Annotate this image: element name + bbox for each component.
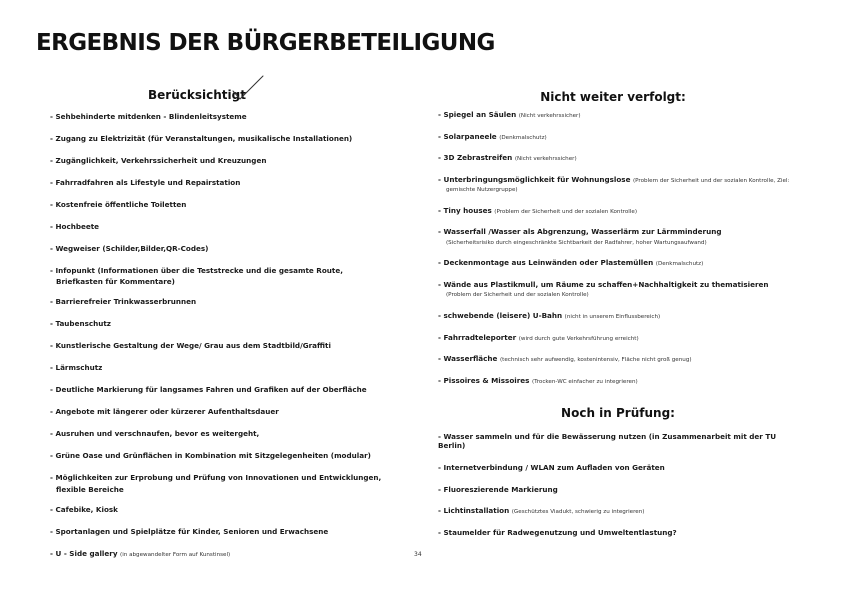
checkmark-icon (231, 74, 265, 102)
under-review-list (438, 432, 798, 539)
not-pursued-section (438, 88, 798, 397)
list-item (50, 505, 390, 516)
item-text: - U - Side gallery (50, 548, 118, 558)
list-item (50, 385, 390, 396)
item-text: - Zugänglichkeit, Verkehrssicherheit und Kreuzungen (50, 156, 267, 165)
not-pursued-heading-row (428, 88, 798, 110)
item-text: - 3D Zebrastreifen (438, 153, 513, 163)
item-note: (wird durch gute Verkehrsführung erreicht) (518, 335, 639, 342)
considered-list (50, 112, 390, 560)
list-item (50, 222, 390, 233)
list-item (438, 227, 798, 248)
list-item (438, 311, 798, 322)
item-text: - Sehbehinderte mitdenken - Blindenleitsysteme (50, 112, 247, 121)
item-text: - Wasserfall /Wasser als Abgrenzung, Wasserlärm zur Lärmminderung (438, 227, 722, 237)
item-text: - Möglichkeiten zur Erprobung und Prüfung von Innovationen und Entwicklungen, (50, 473, 382, 483)
list-item (438, 280, 798, 301)
item-text: - Internetverbindung / WLAN zum Aufladen von Geräten (438, 463, 665, 472)
page-number: 34 (414, 551, 422, 558)
considered-section (50, 84, 390, 571)
item-text: - Wasser sammeln und für die Bewässerung nutzen (in Zusammenarbeit mit der TU Berlin) (438, 432, 777, 451)
under-review-heading: Noch in Prüfung: (561, 406, 675, 420)
item-text-continued: Briefkasten für Kommentare) (56, 277, 175, 287)
item-note: (Nicht verkehrssicher) (514, 156, 577, 163)
list-item (438, 333, 798, 344)
list-item (438, 506, 798, 517)
item-text: - Taubenschutz (50, 319, 111, 329)
list-item (438, 206, 798, 217)
item-note: (technisch sehr aufwendig, kostenintensiv, Fläche nicht groß genug) (499, 357, 692, 364)
item-text: - Lärmschutz (50, 363, 103, 373)
item-text: - Infopunkt (Informationen über die Teststrecke und die gesamte Route, (50, 266, 343, 275)
item-text: - Fahrradteleporter (438, 332, 517, 342)
list-item (50, 200, 390, 211)
item-note: (Problem der Sicherheit und der sozialen Kontrolle, Ziel: (632, 177, 790, 184)
item-note: (Denkmalschutz) (655, 261, 704, 268)
list-item (50, 134, 390, 145)
list-item (50, 549, 390, 560)
item-text: - Zugang zu Elektrizität (für Veranstaltungen, musikalische Installationen) (50, 134, 353, 143)
item-text: - Lichtinstallation (438, 506, 510, 516)
item-text: - Hochbeete (50, 222, 100, 231)
item-text: - Angebote mit längerer oder kürzerer Aufenthaltsdauer (50, 407, 279, 417)
item-text: - Staumelder für Radwegenutzung und Umweltentlastung? (438, 527, 677, 537)
list-item (438, 354, 798, 365)
item-text: - Unterbringungsmöglichkeit für Wohnungslose (438, 174, 631, 184)
item-text: - Sportanlagen und Spielplätze für Kinder, Senioren und Erwachsene (50, 526, 329, 536)
list-item (50, 407, 390, 418)
item-text: - Grüne Oase und Grünflächen in Kombination mit Sitzgelegenheiten (modular) (50, 451, 371, 461)
list-item (50, 297, 390, 308)
item-text: - Pissoires & Missoires (438, 375, 530, 385)
list-item (50, 178, 390, 189)
item-text: - Spiegel an Säulen (438, 110, 517, 119)
list-item (438, 485, 798, 496)
item-note: (Trocken-WC einfacher zu integrieren) (531, 378, 638, 385)
item-text: - Deckenmontage aus Leinwänden oder Plastemüllen (438, 258, 654, 268)
list-item (50, 363, 390, 374)
item-text: - Cafebike, Kiosk (50, 504, 118, 514)
list-item (50, 244, 390, 255)
not-pursued-heading: Nicht weiter verfolgt: (540, 90, 686, 104)
item-text: - Ausruhen und verschnaufen, bevor es weitergeht, (50, 429, 260, 439)
page-title: ERGEBNIS DER BÜRGERBETEILIGUNG (36, 30, 495, 56)
item-note-continued: (Problem der Sicherheit und der sozialen Kontrolle) (446, 292, 589, 299)
item-note: (Denkmalschutz) (499, 134, 547, 141)
item-note-continued: (Sicherheitsrisiko durch eingeschränkte Sichtbarkeit der Radfahrer, hoher Wartungsaufwand) (446, 239, 707, 246)
item-text: - Tiny houses (438, 205, 492, 215)
item-text: - Wegweiser (Schilder,Bilder,QR-Codes) (50, 244, 209, 253)
item-note-continued: gemischte Nutzergruppe) (446, 187, 518, 194)
list-item (50, 112, 390, 123)
list-item (50, 429, 390, 440)
under-review-heading-row (438, 404, 798, 422)
list-item (438, 528, 798, 539)
item-note: (Geschütztes Viadukt, schwierig zu integrieren) (511, 509, 645, 516)
list-item (50, 473, 390, 494)
not-pursued-list (438, 110, 798, 387)
item-text: - Solarpaneele (438, 131, 497, 141)
item-text: - Deutliche Markierung für langsames Fahren und Grafiken auf der Oberfläche (50, 385, 367, 395)
item-text: - Barrierefreier Trinkwasserbrunnen (50, 297, 197, 307)
list-item (438, 175, 798, 196)
list-item (50, 451, 390, 462)
item-note: (in abgewandelter Form auf Kunstinsel) (120, 551, 231, 558)
list-item (438, 132, 798, 143)
list-item (438, 376, 798, 387)
list-item (50, 266, 390, 287)
item-note: (Nicht verkehrssicher) (518, 113, 581, 119)
list-item (438, 463, 798, 474)
item-text: - Fluoreszierende Markierung (438, 484, 558, 494)
item-text: - Wände aus Plastikmull, um Räume zu schaffen+Nachhaltigkeit zu thematisieren (438, 279, 769, 289)
list-item (438, 110, 798, 121)
list-item (50, 319, 390, 330)
list-item (50, 156, 390, 167)
list-item (438, 258, 798, 269)
item-text: - schwebende (leisere) U-Bahn (438, 310, 563, 320)
list-item (50, 341, 390, 352)
item-text: - Fahrradfahren als Lifestyle und Repairstation (50, 178, 241, 187)
item-note: (nicht in unserem Einflussbereich) (564, 313, 661, 320)
item-text: - Kunstlerische Gestaltung der Wege/ Grau aus dem Stadtbild/Graffiti (50, 341, 331, 351)
considered-heading-row (148, 84, 390, 112)
under-review-section (438, 432, 798, 549)
list-item (50, 527, 390, 538)
list-item (438, 432, 798, 453)
list-item (438, 153, 798, 164)
item-note: (Problem der Sicherheit und der sozialen Kontrolle) (494, 208, 638, 215)
item-text: - Kostenfreie öffentliche Toiletten (50, 200, 187, 209)
item-text: - Wasserfläche (438, 354, 498, 364)
item-text-continued: flexible Bereiche (56, 484, 124, 494)
considered-heading: Berücksichtigt (148, 88, 246, 102)
